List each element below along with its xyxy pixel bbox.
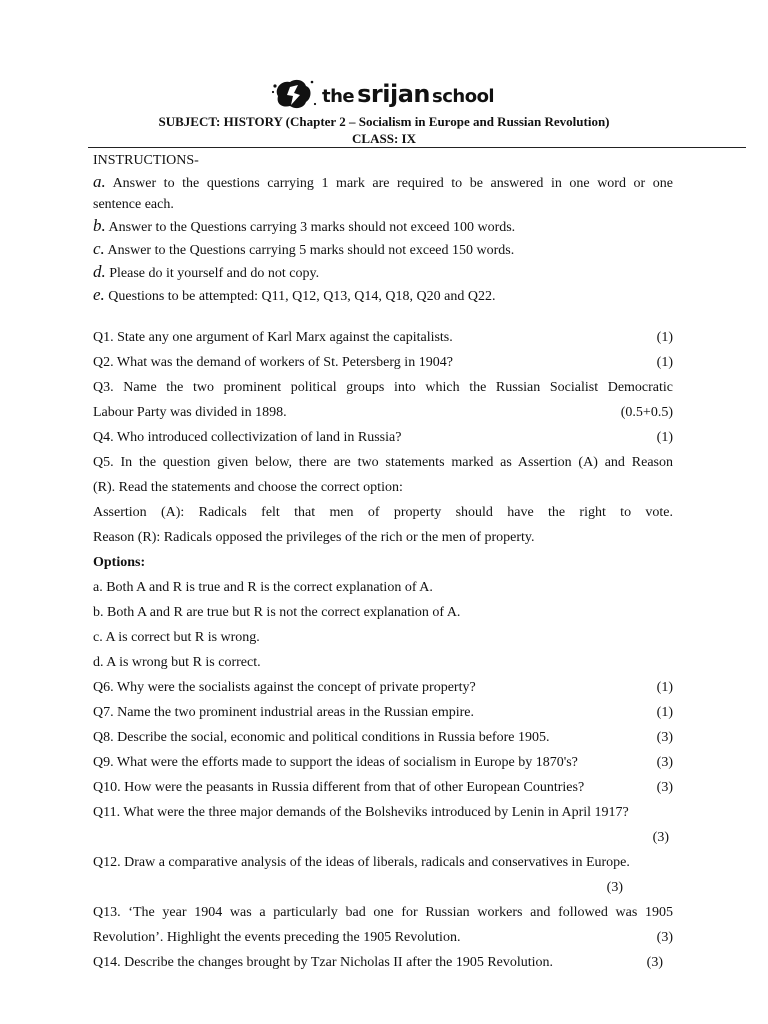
question-3: Q3. Name the two prominent political groups into which the Russian Socialist Democratic (93, 380, 673, 395)
question-1: Q1. State any one argument of Karl Marx against the capitalists. (1) (93, 330, 673, 345)
question-7: Q7. Name the two prominent industrial areas in the Russian empire. (1) (93, 705, 673, 720)
option-d: d. A is wrong but R is correct. (93, 655, 261, 670)
logo-srijan: srijan (357, 80, 430, 108)
instruction-a-cont: sentence each. (93, 197, 174, 212)
question-10: Q10. How were the peasants in Russia different from that of other European Countries? (3) (93, 780, 673, 795)
instruction-e: e. Questions to be attempted: Q11, Q12, Q13, Q14, Q18, Q20 and Q22. (93, 285, 496, 304)
question-13: Q13. ‘The year 1904 was a particularly bad one for Russian workers and followed was 1905 (93, 905, 673, 920)
instruction-b: b. Answer to the Questions carrying 3 marks should not exceed 100 words. (93, 216, 516, 235)
logo-the: the (322, 86, 355, 107)
question-3-cont: Labour Party was divided in 1898. (0.5+0.5) (93, 405, 673, 420)
question-13-cont: Revolution’. Highlight the events preceding the 1905 Revolution. (3) (93, 930, 673, 945)
question-8: Q8. Describe the social, economic and political conditions in Russia before 1905. (3) (93, 730, 673, 745)
instructions-heading: INSTRUCTIONS- (93, 153, 199, 168)
instruction-d: d. Please do it yourself and do not copy. (93, 262, 320, 281)
option-b: b. Both A and R are true but R is not the correct explanation of A. (93, 605, 461, 620)
question-12-mark: (3) (606, 880, 623, 895)
question-11: Q11. What were the three major demands of the Bolsheviks introduced by Lenin in April 1917? (93, 805, 629, 820)
question-6: Q6. Why were the socialists against the concept of private property? (1) (93, 680, 673, 695)
class-line: CLASS: IX (352, 131, 416, 146)
question-5: Q5. In the question given below, there are two statements marked as Assertion (A) and Reason (93, 455, 673, 470)
options-label: Options: (93, 555, 146, 570)
instruction-c: c. Answer to the Questions carrying 5 marks should not exceed 150 words. (93, 239, 515, 258)
question-9: Q9. What were the efforts made to support the ideas of socialism in Europe by 1870's? (3) (93, 755, 673, 770)
question-2: Q2. What was the demand of workers of St. Petersberg in 1904? (1) (93, 355, 673, 370)
header-divider (88, 147, 746, 148)
assertion: Assertion (A): Radicals felt that men of property should have the right to vote. (93, 505, 673, 520)
option-a: a. Both A and R is true and R is the correct explanation of A. (93, 580, 433, 595)
question-14: Q14. Describe the changes brought by Tzar Nicholas II after the 1905 Revolution. (3) (93, 955, 663, 970)
question-11-mark: (3) (652, 830, 669, 845)
school-logo (270, 76, 494, 112)
subject-line: SUBJECT: HISTORY (Chapter 2 – Socialism in Europe and Russian Revolution) (158, 114, 610, 129)
question-5-cont: (R). Read the statements and choose the correct option: (93, 480, 403, 495)
option-c: c. A is correct but R is wrong. (93, 630, 260, 645)
worksheet-content (93, 150, 673, 975)
reason: Reason (R): Radicals opposed the privileges of the rich or the men of property. (93, 530, 535, 545)
instruction-a: a. Answer to the questions carrying 1 mark are required to be answered in one word or one (93, 172, 673, 191)
question-4: Q4. Who introduced collectivization of land in Russia? (1) (93, 430, 673, 445)
logo-wordmark (322, 80, 494, 108)
logo-school: school (432, 86, 495, 107)
srijan-logo-icon (270, 76, 318, 112)
question-12: Q12. Draw a comparative analysis of the ideas of liberals, radicals and conservatives in Europe. (93, 855, 630, 870)
